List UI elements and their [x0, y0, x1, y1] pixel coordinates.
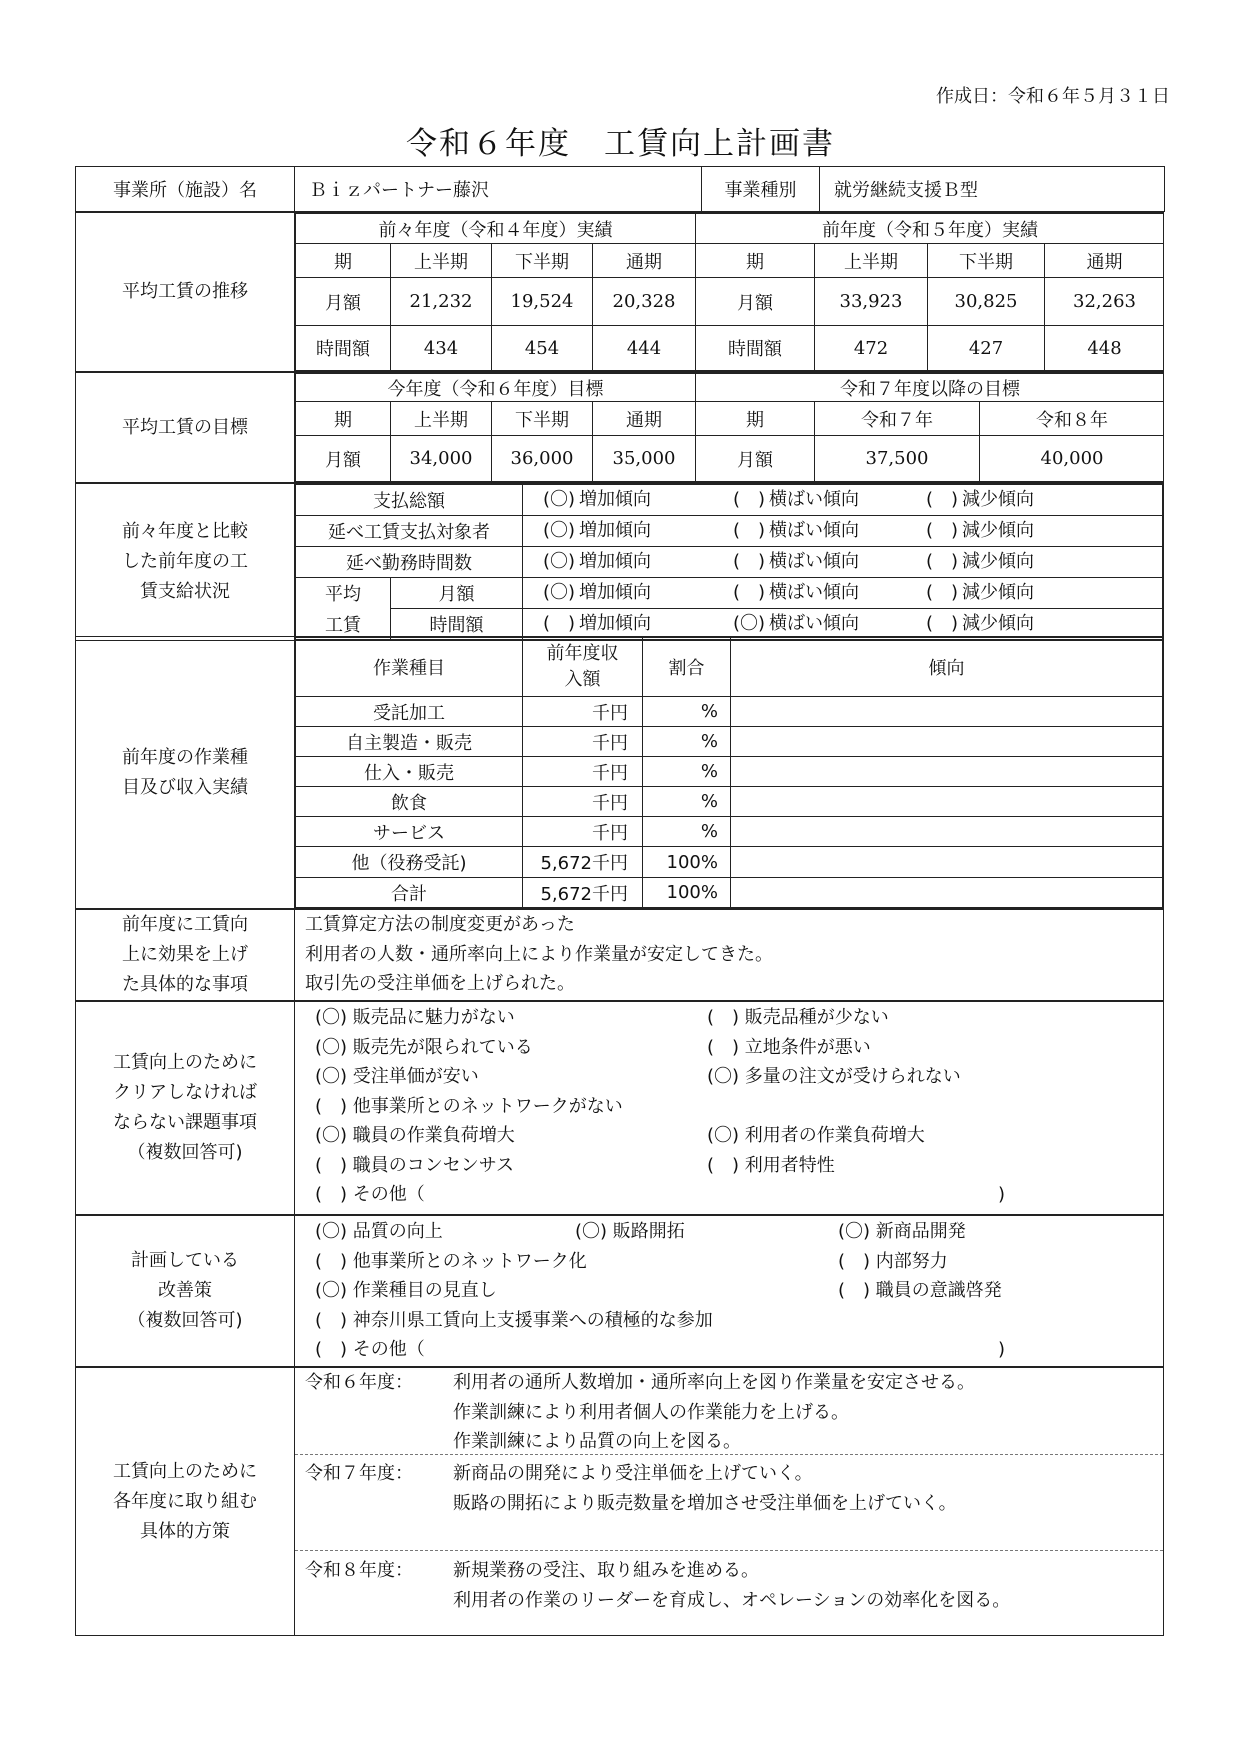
income-trend — [731, 817, 1163, 847]
income-amount: 5,672千円 — [523, 847, 643, 878]
first-half-header: 上半期 — [391, 244, 492, 278]
work-type: 他（役務受託) — [296, 847, 523, 878]
effective-text: 工賃算定方法の制度変更があった 利用者の人数・通所率向上により作業量が安定してきた。 取引先の受注単価を上げられた。 — [305, 914, 773, 994]
plans-label: 計画している 改善策 （複数回答可) — [76, 1216, 295, 1367]
prev1-monthly-first: 33,923 — [815, 278, 928, 326]
prev1-hourly-year: 448 — [1045, 326, 1164, 371]
income-amount: 千円 — [523, 757, 643, 787]
prev1-hourly-second: 427 — [928, 326, 1045, 371]
income-ratio: % — [643, 757, 731, 787]
prev2-hourly-second: 454 — [492, 326, 593, 371]
measures-content — [295, 1368, 1163, 1635]
work-type: サービス — [296, 817, 523, 847]
document-title: 令和６年度 工賃向上計画書 — [406, 126, 835, 162]
income-ratio: % — [643, 817, 731, 847]
target-monthly-second: 36,000 — [492, 436, 593, 482]
comparison-item: 支払総額 — [296, 485, 523, 516]
prev1-monthly-second: 30,825 — [928, 278, 1045, 326]
income-trend — [731, 727, 1163, 757]
target-r7: 37,500 — [815, 436, 980, 482]
second-half-header: 下半期 — [492, 244, 593, 278]
income-trend — [731, 757, 1163, 787]
prev2-monthly-second: 19,524 — [492, 278, 593, 326]
plans-options: (〇) 品質の向上 (〇) 販路開拓 (〇) 新商品開発 ( ) 他事業所とのネットワーク化 ( ) 内部努力 (〇) 作業種目の見直し ( ) 職員の意識啓発 ( ) 神奈川県工賃向上支援事業への積極的な参加 ( ) その他（ ) — [315, 1221, 1006, 1360]
work-type: 仕入・販売 — [296, 757, 523, 787]
issues-options: (〇) 販売品に魅力がない ( ) 販売品種が少ない (〇) 販売先が限られている ( ) 立地条件が悪い (〇) 受注単価が安い (〇) 多量の注文が受けられない ( ) 他事業所とのネットワークがない (〇) 職員の作業負荷増大 (〇) 利用者の作業負荷増大 ( ) 職員のコンセンサス ( ) 利用者特性 ( ) その他（ ) — [315, 1007, 1006, 1205]
future-target-caption: 令和７年度以降の目標 — [696, 374, 1164, 402]
income-ratio: % — [643, 727, 731, 757]
income-ratio: % — [643, 787, 731, 817]
income-amount-header: 前年度収 入額 — [523, 638, 643, 697]
facility-name-label: 事業所（施設）名 — [76, 167, 295, 212]
current-target-caption: 今年度（令和６年度）目標 — [296, 374, 696, 402]
full-year-header: 通期 — [1045, 244, 1164, 278]
second-half-header: 下半期 — [492, 402, 593, 436]
income-amount: 千円 — [523, 817, 643, 847]
period-header: 期 — [696, 244, 815, 278]
target-monthly-year: 35,000 — [593, 436, 696, 482]
hourly-label: 時間額 — [296, 326, 391, 371]
work-type-header: 作業種目 — [296, 638, 523, 697]
wage-target-section — [75, 372, 1164, 483]
income-label: 前年度の作業種 目及び収入実績 — [76, 637, 295, 909]
first-half-header: 上半期 — [391, 402, 492, 436]
prev1-monthly-year: 32,263 — [1045, 278, 1164, 326]
measures-label: 工賃向上のために 各年度に取り組む 具体的方策 — [76, 1368, 295, 1636]
effective-label: 前年度に工賃向 上に効果を上げ た具体的な事項 — [76, 910, 295, 1001]
income-trend — [731, 697, 1163, 727]
monthly-label: 月額 — [696, 436, 815, 482]
monthly-label: 月額 — [696, 278, 815, 326]
monthly-label: 月額 — [296, 436, 391, 482]
measures-r6: 令和６年度： 利用者の通所人数増加・通所率向上を図り作業量を安定させる。 作業訓練により利用者個人の作業能力を上げる。 作業訓練により品質の向上を図る。 — [295, 1368, 1163, 1455]
first-half-header: 上半期 — [815, 244, 928, 278]
income-section — [75, 636, 1164, 909]
second-half-header: 下半期 — [928, 244, 1045, 278]
income-grid — [295, 637, 1163, 908]
income-ratio: % — [643, 697, 731, 727]
income-amount: 千円 — [523, 787, 643, 817]
income-ratio: 100% — [643, 847, 731, 878]
hourly-label: 時間額 — [696, 326, 815, 371]
work-type: 自主製造・販売 — [296, 727, 523, 757]
prev2-caption: 前々年度（令和４年度）実績 — [296, 214, 696, 244]
comparison-label: 前々年度と比較 した前年度の工 賃支給状況 — [76, 484, 295, 641]
plans-section — [75, 1215, 1164, 1367]
prev1-hourly-first: 472 — [815, 326, 928, 371]
comparison-item: 延べ工賃支払対象者 — [296, 516, 523, 547]
prev2-hourly-first: 434 — [391, 326, 492, 371]
trend-header: 傾向 — [731, 638, 1163, 697]
full-year-header: 通期 — [593, 244, 696, 278]
comparison-item: 時間額 — [391, 609, 523, 640]
prev2-monthly-year: 20,328 — [593, 278, 696, 326]
monthly-label: 月額 — [296, 278, 391, 326]
work-type: 受託加工 — [296, 697, 523, 727]
period-header: 期 — [696, 402, 815, 436]
creation-date: 作成日：令和６年５月３１日 — [936, 86, 1170, 107]
business-type: 就労継続支援Ｂ型 — [820, 167, 1165, 212]
comparison-item: 延べ勤務時間数 — [296, 547, 523, 578]
facility-table — [75, 166, 1165, 212]
comparison-section — [75, 483, 1164, 641]
income-amount: 千円 — [523, 697, 643, 727]
prev2-monthly-first: 21,232 — [391, 278, 492, 326]
measures-r7: 令和７年度： 新商品の開発により受注単価を上げていく。 販路の開拓により販売数量を増加させ受注単価を上げていく。 — [295, 1455, 1163, 1551]
full-year-header: 通期 — [593, 402, 696, 436]
wage-history-section — [75, 212, 1164, 372]
work-type: 飲食 — [296, 787, 523, 817]
ratio-header: 割合 — [643, 638, 731, 697]
income-ratio-total: 100% — [643, 878, 731, 908]
issues-section — [75, 1001, 1164, 1215]
income-trend — [731, 878, 1163, 908]
r8-header: 令和８年 — [980, 402, 1164, 436]
effective-section — [75, 909, 1164, 1001]
business-type-label: 事業種別 — [702, 167, 820, 212]
measures-r8: 令和８年度： 新規業務の受注、取り組みを進める。 利用者の作業のリーダーを育成し、オペレーションの効率化を図る。 — [305, 1560, 1011, 1611]
income-amount: 千円 — [523, 727, 643, 757]
issues-label: 工賃向上のために クリアしなければ ならない課題事項 （複数回答可) — [76, 1002, 295, 1215]
wage-target-grid — [295, 373, 1164, 482]
wage-history-label: 平均工賃の推移 — [76, 213, 295, 372]
measures-section — [75, 1367, 1164, 1636]
period-header: 期 — [296, 402, 391, 436]
comparison-item: 月額 — [391, 578, 523, 609]
wage-target-label: 平均工賃の目標 — [76, 373, 295, 483]
average-label: 平均 — [296, 578, 391, 609]
comparison-grid: 支払総額 (〇) 増加傾向 ( ) 横ばい傾向 ( ) 減少傾向 延べ工賃支払対象者 (〇) 増加傾向 ( ) 横ばい傾向 ( ) 減少傾向 延べ勤務時間数 (〇) 増加傾向 ( ) 横ばい傾向 ( ) 減少傾向 平均 月額 (〇) 増加傾向 ( ) 横ばい傾向 ( ) 減少傾向 工賃 時間額 ( ) 増加傾向 (〇) 横ばい傾向 ( ) 減少傾向 — [295, 484, 1163, 640]
work-type-total: 合計 — [296, 878, 523, 908]
prev1-caption: 前年度（令和５年度）実績 — [696, 214, 1164, 244]
prev2-hourly-year: 444 — [593, 326, 696, 371]
income-trend — [731, 787, 1163, 817]
income-amount-total: 5,672千円 — [523, 878, 643, 908]
facility-name: Ｂｉｚパートナー藤沢 — [295, 167, 702, 212]
wage-label: 工賃 — [296, 609, 391, 640]
income-trend — [731, 847, 1163, 878]
period-header: 期 — [296, 244, 391, 278]
wage-history-grid — [295, 213, 1164, 371]
r7-header: 令和７年 — [815, 402, 980, 436]
target-monthly-first: 34,000 — [391, 436, 492, 482]
target-r8: 40,000 — [980, 436, 1164, 482]
